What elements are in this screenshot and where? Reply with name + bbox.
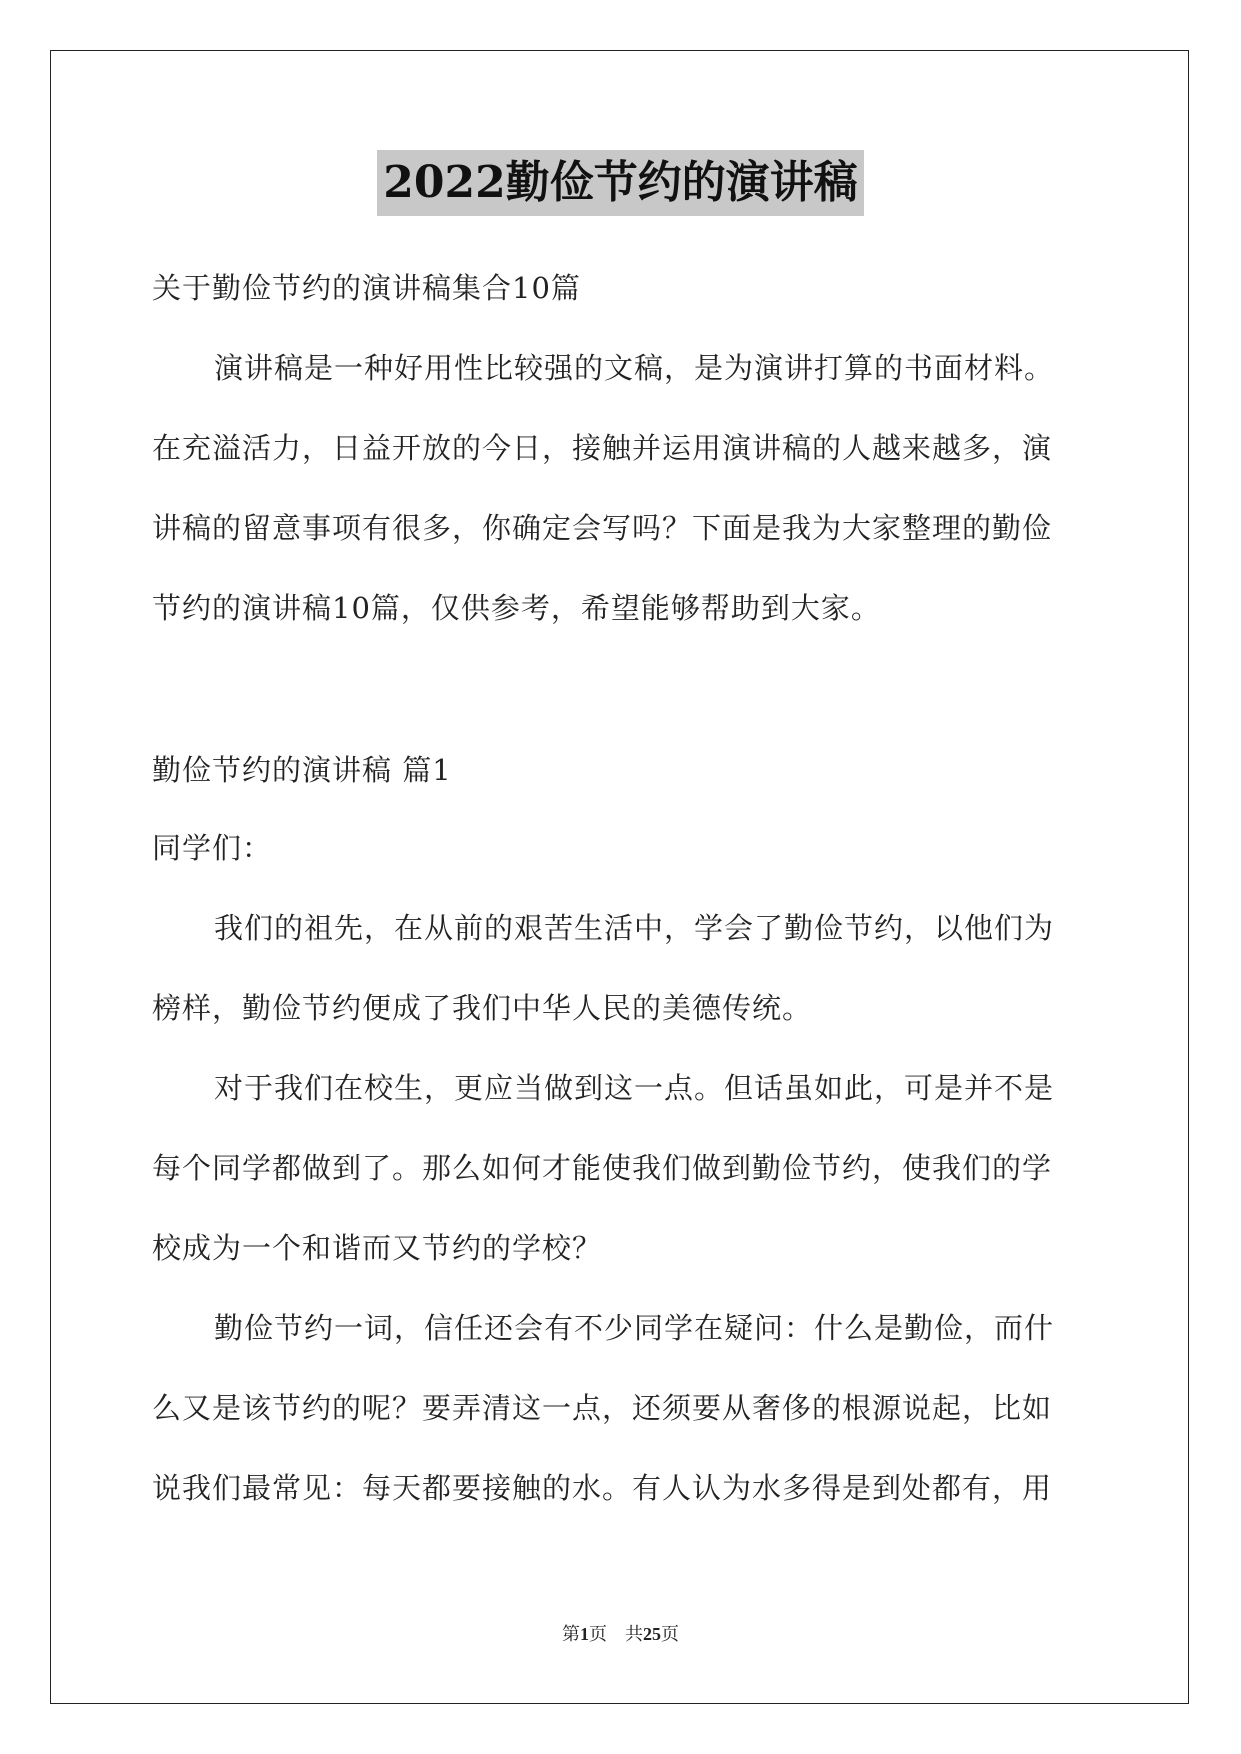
body-line: 对于我们在校生，更应当做到这一点。但话虽如此，可是并不是 [214,1071,1055,1105]
intro-line: 节约的演讲稿10篇，仅供参考，希望能够帮助到大家。 [152,591,881,625]
body-line: 我们的祖先，在从前的艰苦生活中，学会了勤俭节约，以他们为 [214,911,1055,945]
intro-line: 讲稿的留意事项有很多，你确定会写吗？下面是我为大家整理的勤俭 [152,511,1053,545]
section-heading: 勤俭节约的演讲稿 篇1 [152,753,452,787]
page-footer [0,1620,1241,1646]
body-line: 每个同学都做到了。那么如何才能使我们做到勤俭节约，使我们的学 [152,1151,1053,1185]
intro-line: 演讲稿是一种好用性比较强的文稿，是为演讲打算的书面材料。 [214,351,1055,385]
footer-suffix: 页 [661,1624,679,1644]
document-subtitle: 关于勤俭节约的演讲稿集合10篇 [152,271,581,305]
body-line: 么又是该节约的呢？要弄清这一点，还须要从奢侈的根源说起，比如 [152,1391,1053,1425]
document-title: 2022勤俭节约的演讲稿 [377,150,863,216]
body-line: 校成为一个和谐而又节约的学校？ [152,1231,603,1265]
body-line: 榜样，勤俭节约便成了我们中华人民的美德传统。 [152,991,813,1025]
footer-total-pages: 25 [643,1624,661,1644]
intro-line: 在充溢活力，日益开放的今日，接触并运用演讲稿的人越来越多，演 [152,431,1053,465]
footer-mid: 页 共 [589,1624,643,1644]
footer-current-page: 1 [580,1624,589,1644]
greeting: 同学们： [152,831,273,865]
body-line: 勤俭节约一词，信任还会有不少同学在疑问：什么是勤俭，而什 [214,1311,1055,1345]
body-line: 说我们最常见：每天都要接触的水。有人认为水多得是到处都有，用 [152,1471,1053,1505]
footer-prefix: 第 [562,1624,580,1644]
title-container [0,150,1241,216]
